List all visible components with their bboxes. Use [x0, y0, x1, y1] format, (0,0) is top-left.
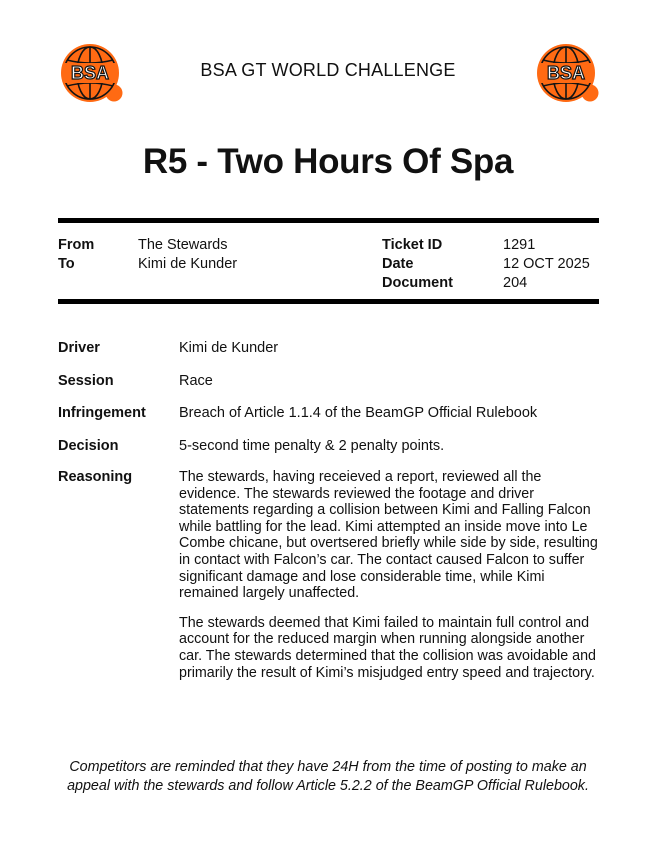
document-value: 204 [503, 275, 528, 291]
ticket-id-value: 1291 [503, 237, 536, 253]
logo-text: BSA [70, 63, 110, 83]
reasoning-label: Reasoning [58, 469, 133, 485]
from-label: From [58, 237, 95, 253]
date-label: Date [382, 256, 414, 272]
session-label: Session [58, 373, 114, 389]
from-value: The Stewards [138, 237, 228, 253]
infringement-label: Infringement [58, 405, 146, 421]
infringement-value: Breach of Article 1.1.4 of the BeamGP Official Rulebook [179, 405, 538, 421]
document-title: R5 - Two Hours Of Spa [142, 142, 514, 181]
driver-value: Kimi de Kunder [179, 340, 279, 356]
driver-label: Driver [58, 340, 100, 356]
appeal-notice: Competitors are reminded that they have 24H from the time of posting to make an appeal with the stewards and follow Article 5.2.2 of the BeamGP Official Rulebook. [67, 759, 589, 794]
date-value: 12 OCT 2025 [503, 256, 590, 272]
divider-bottom [58, 299, 599, 304]
logo-text: BSA [546, 63, 586, 83]
divider-top [58, 218, 599, 223]
reasoning-paragraph-2: The stewards deemed that Kimi failed to maintain full control and account for the reduced margin when running alongside another car. The stewards determined that the collision was avoidable and primarily the result of Kimi’s misjudged entry speed and trajectory. [179, 614, 596, 681]
reasoning-paragraph-1: The stewards, having receieved a report, reviewed all the evidence. The stewards reviewed the footage and driver statements regarding a collision between Kimi and Falling Falcon while battling for the lead. Kimi attempted an inside move into Le Combe chicane, but overtsered briefly while side by side, resulting in contact with Falcon’s car. The contact caused Falcon to suffer significant damage and lose considerable time, while Kimi remained largely unaffected. [179, 469, 598, 602]
reasoning-text [179, 469, 600, 681]
decision-label: Decision [58, 438, 119, 454]
to-label: To [58, 256, 75, 272]
session-value: Race [179, 373, 213, 389]
decision-value: 5-second time penalty & 2 penalty points. [179, 438, 445, 454]
to-value: Kimi de Kunder [138, 256, 238, 272]
org-title: BSA GT WORLD CHALLENGE [200, 60, 456, 80]
ticket-id-label: Ticket ID [382, 237, 443, 253]
bsa-logo-right [533, 42, 599, 104]
document-label: Document [382, 275, 453, 291]
